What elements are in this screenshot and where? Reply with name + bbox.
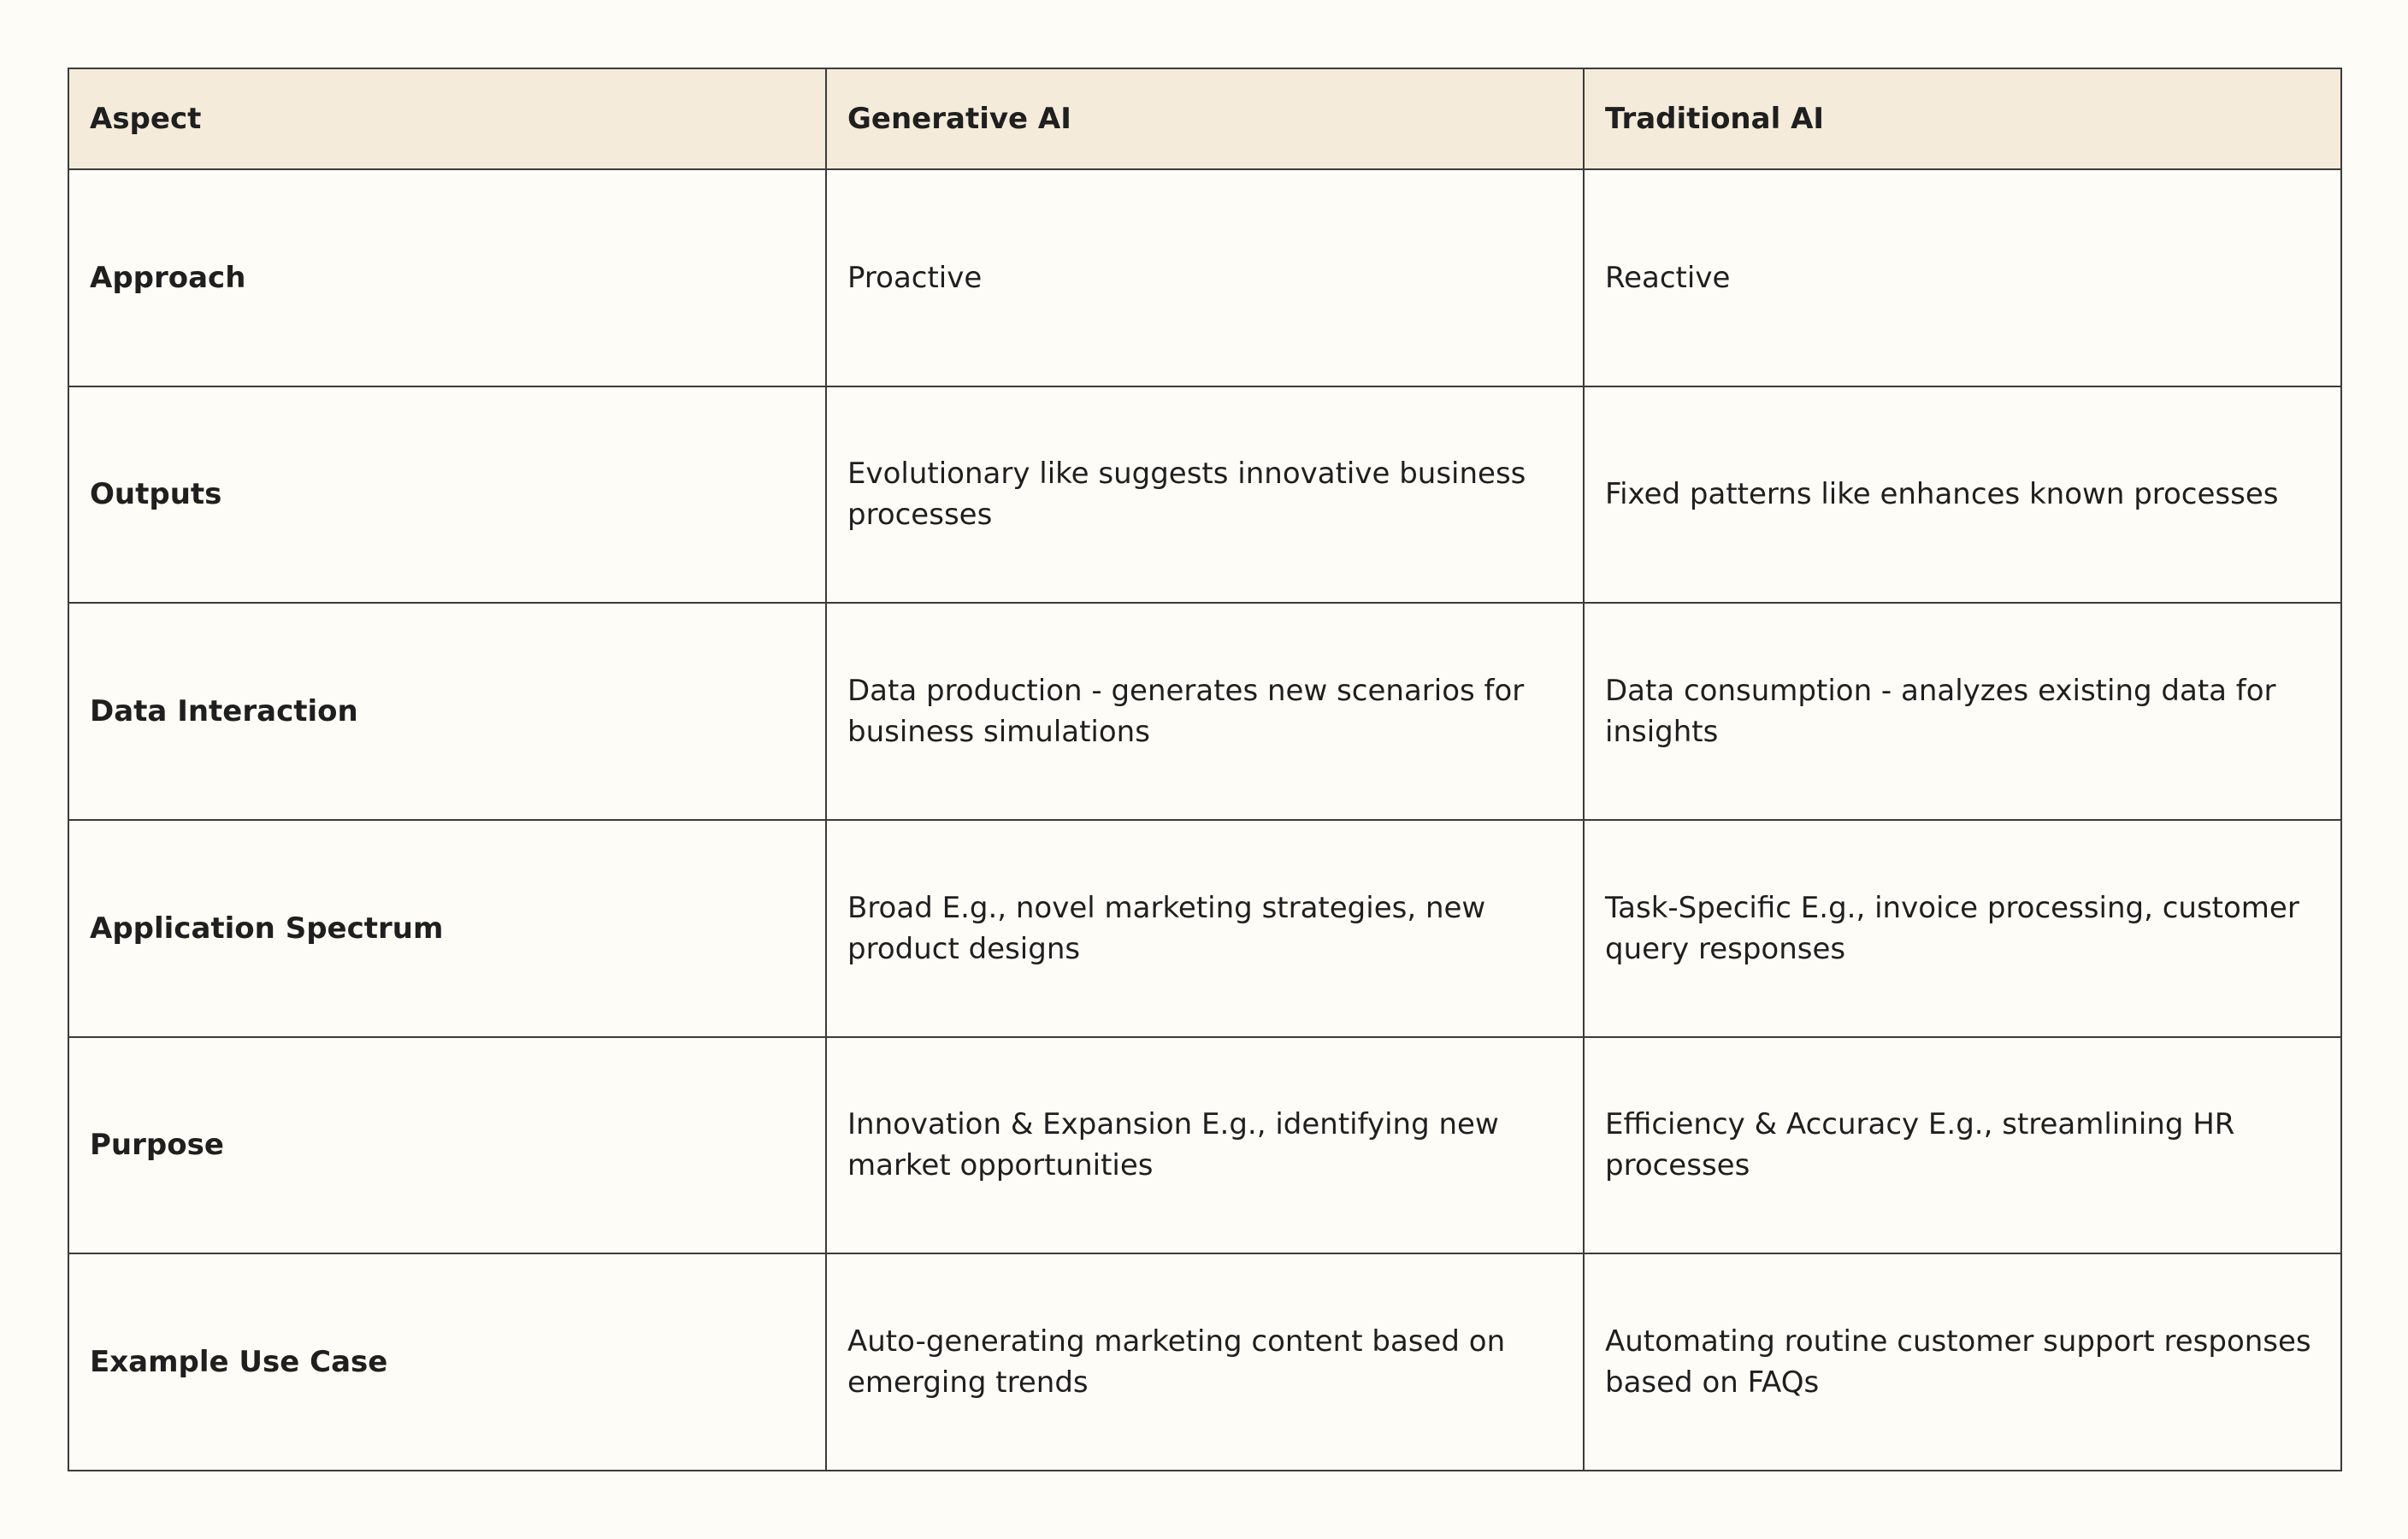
aspect-cell: Purpose (68, 1037, 826, 1254)
traditional-cell: Efficiency & Accuracy E.g., streamlining HR processes (1584, 1037, 2341, 1254)
header-aspect: Aspect (68, 68, 826, 169)
comparison-table (68, 68, 2342, 1471)
generative-cell: Innovation & Expansion E.g., identifying new market opportunities (826, 1037, 1584, 1254)
generative-cell: Proactive (826, 169, 1584, 386)
table-row (68, 603, 2341, 820)
generative-cell: Auto-generating marketing content based on emerging trends (826, 1253, 1584, 1471)
traditional-cell: Automating routine customer support responses based on FAQs (1584, 1253, 2341, 1471)
header-generative-ai: Generative AI (826, 68, 1584, 169)
table-row (68, 1037, 2341, 1254)
table-row (68, 1253, 2341, 1471)
generative-cell: Broad E.g., novel marketing strategies, new product designs (826, 820, 1584, 1037)
table-row (68, 386, 2341, 604)
table-row (68, 169, 2341, 386)
generative-cell: Evolutionary like suggests innovative business processes (826, 386, 1584, 604)
traditional-cell: Fixed patterns like enhances known processes (1584, 386, 2341, 604)
aspect-cell: Data Interaction (68, 603, 826, 820)
header-traditional-ai: Traditional AI (1584, 68, 2341, 169)
aspect-cell: Approach (68, 169, 826, 386)
aspect-cell: Application Spectrum (68, 820, 826, 1037)
header-row (68, 68, 2341, 169)
traditional-cell: Reactive (1584, 169, 2341, 386)
traditional-cell: Data consumption - analyzes existing data for insights (1584, 603, 2341, 820)
table-row (68, 820, 2341, 1037)
table-body (68, 169, 2341, 1471)
generative-cell: Data production - generates new scenarios for business simulations (826, 603, 1584, 820)
aspect-cell: Outputs (68, 386, 826, 604)
aspect-cell: Example Use Case (68, 1253, 826, 1471)
table-header (68, 68, 2341, 169)
traditional-cell: Task-Specific E.g., invoice processing, customer query responses (1584, 820, 2341, 1037)
